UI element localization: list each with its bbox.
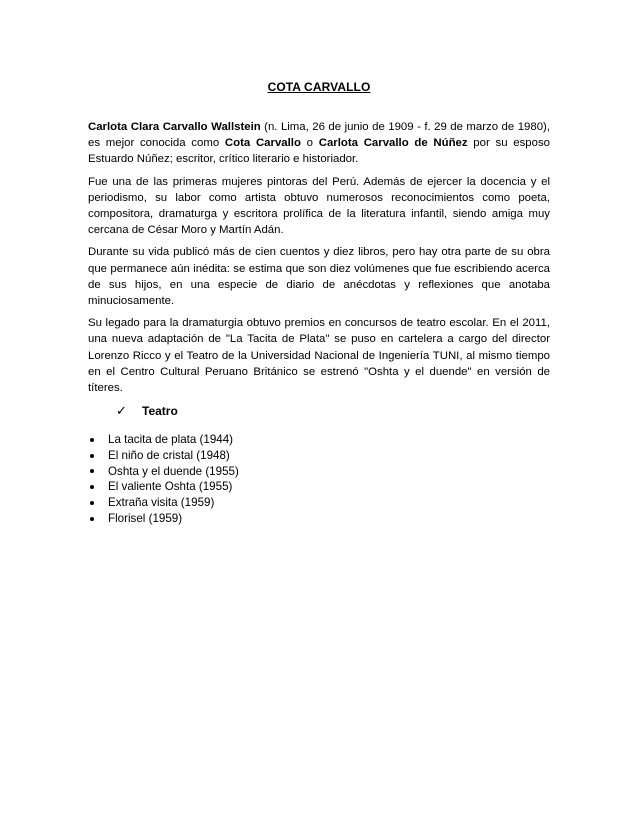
work-title: Oshta y el duende (1955) <box>108 464 239 478</box>
alias-carlota-carvallo-de-nunez: Carlota Carvallo de Núñez <box>318 137 468 150</box>
bullet-icon <box>90 501 94 505</box>
alias-cota-carvallo: Cota Carvallo <box>224 137 301 150</box>
checkmark-icon: ✓ <box>116 403 127 418</box>
paragraph-intro <box>88 119 550 168</box>
list-item <box>88 432 239 448</box>
intro-text-c: por su esposo Estuardo Núñez; escritor, crítico literario e historiador. <box>88 137 551 166</box>
bullet-icon <box>90 485 94 489</box>
work-title: Extraña visita (1959) <box>108 496 215 510</box>
bullet-icon <box>90 454 94 458</box>
intro-text-b: o <box>300 137 319 150</box>
biography-body <box>88 119 550 402</box>
work-title: El valiente Oshta (1955) <box>108 480 233 494</box>
section-heading-label: Teatro <box>142 404 178 418</box>
bullet-icon <box>90 469 94 473</box>
page-title: COTA CARVALLO <box>267 80 371 94</box>
list-item <box>88 495 239 511</box>
paragraph-works: Durante su vida publicó más de cien cuentos y diez libros, pero hay otra parte de su obra que permanece aún inédita: se estima que son diez volúmenes que fue escribiendo acerca de sus hijos, en una especie de diario de anécdotas y reflexiones que anotaba minuciosamente. <box>88 246 550 308</box>
work-title: La tacita de plata (1944) <box>108 433 234 446</box>
bullet-icon <box>90 517 94 521</box>
full-name: Carlota Clara Carvallo Wallstein <box>88 121 261 133</box>
work-title: Florisel (1959) <box>108 511 183 525</box>
list-item <box>88 448 239 464</box>
works-list <box>88 432 239 527</box>
paragraph-career: Fue una de las primeras mujeres pintoras del Perú. Además de ejercer la docencia y el periodismo, su labor como artista obtuvo numerosos reconocimientos como poeta, compositora, dramaturga y escritora prolífica de la literatura infantil, siendo amiga muy cercana de César Moro y Martín Adán. <box>88 175 550 237</box>
section-teatro <box>116 403 178 419</box>
paragraph-legacy: Su legado para la dramaturgia obtuvo premios en concursos de teatro escolar. En el 2011, una nueva adaptación de "La Tacita de Plata" se puso en cartelera a cargo del director Lorenzo Ricco y el Teatro de la Universidad Nacional de Ingeniería TUNI, al mismo tiempo en el Centro Cultural Peruano Británico se estrenó "Oshta y el duende" en versión de títeres. <box>88 317 550 395</box>
work-title: El niño de cristal (1948) <box>108 448 230 462</box>
intro-text-a: (n. Lima, 26 de junio de 1909 - f. 29 de marzo de 1980), es mejor conocida como <box>88 121 550 150</box>
list-item <box>88 464 239 480</box>
bullet-icon <box>90 438 94 442</box>
list-item <box>88 479 239 495</box>
list-item <box>88 511 239 527</box>
